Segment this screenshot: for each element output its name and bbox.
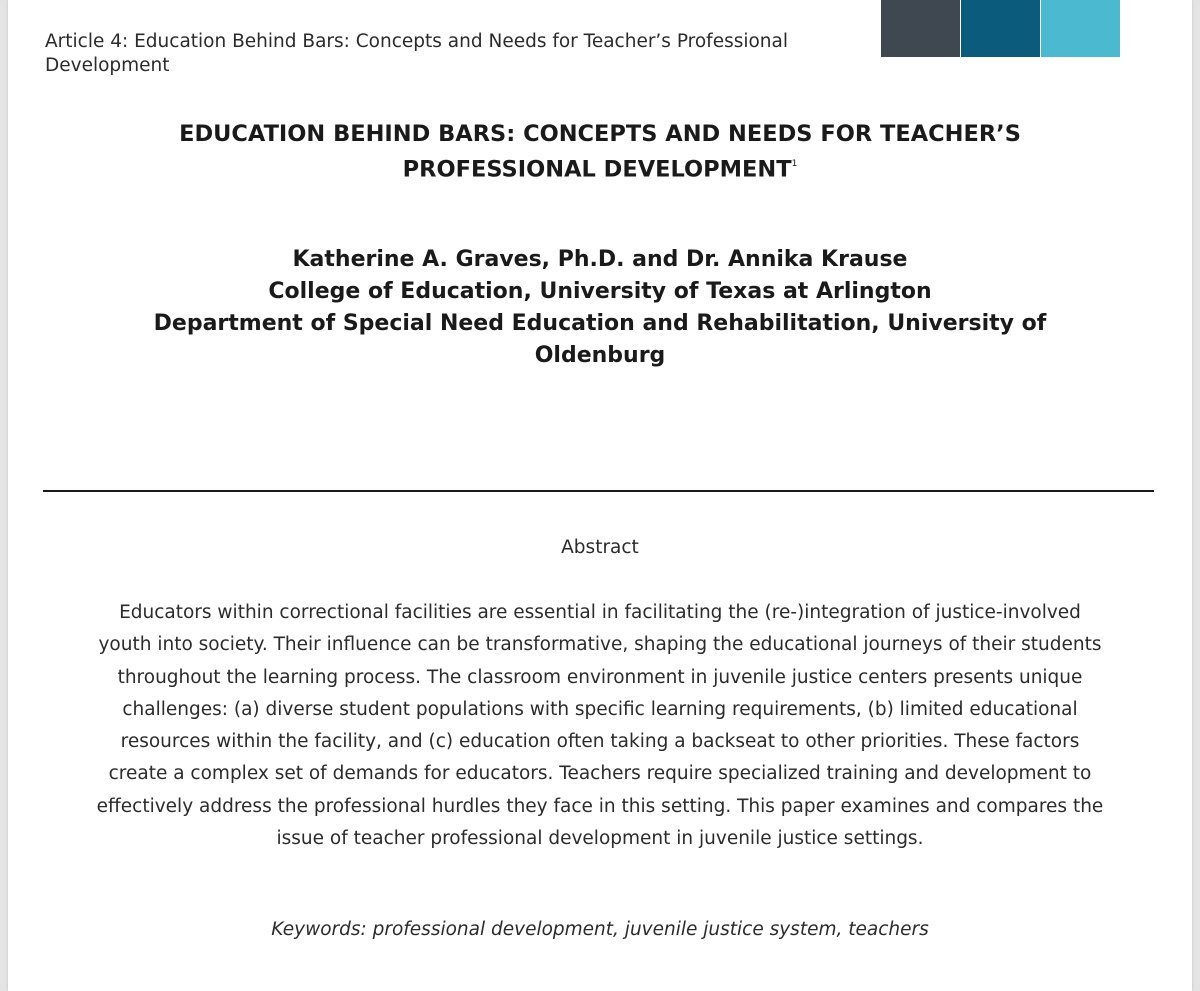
title-line-1: EDUCATION BEHIND BARS: CONCEPTS AND NEEDS FOR TEACHER’S: [179, 121, 1021, 147]
header-color-bars: [881, 0, 1121, 57]
running-header: Article 4: Education Behind Bars: Concepts and Needs for Teacher’s Professional Development: [45, 31, 789, 76]
author-affiliation-2: Department of Special Need Education and Rehabilitation, University of Oldenburg: [153, 311, 1047, 368]
section-divider: [43, 490, 1154, 492]
footnote-marker[interactable]: 1: [791, 159, 798, 169]
abstract-body: Educators within correctional facilities are essential in facilitating the (re-)integration of justice-involved youth into society. Their influence can be transformative, shaping the educational journeys of their students throughout the learning process. The classroom environment in juvenile justice centers presents unique challenges: (a) diverse student populations with specific learning requirements, (b) limited educational resources within the facility, and (c) education often taking a backseat to other priorities. These factors create a complex set of demands for educators. Teachers require specialized training and development to effectively address the professional hurdles they face in this setting. This paper examines and compares the issue of teacher professional development in juvenile justice settings.: [96, 602, 1104, 850]
title-line-2-text: PROFESSIONAL DEVELOPMENT: [402, 156, 792, 183]
author-affiliation-1: College of Education, University of Texas at Arlington: [268, 279, 932, 304]
color-bar-dark-slate: [881, 0, 960, 57]
article-title: [8, 118, 1192, 186]
title-line-2: [8, 150, 1192, 186]
color-bar-teal-blue: [961, 0, 1040, 57]
author-block: [108, 244, 1092, 372]
document-page: [8, 0, 1192, 991]
abstract-heading: Abstract: [561, 537, 639, 558]
author-names: Katherine A. Graves, Ph.D. and Dr. Annika Krause: [292, 247, 908, 272]
keywords: Keywords: professional development, juvenile justice system, teachers: [271, 919, 929, 940]
color-bar-light-cyan: [1041, 0, 1120, 57]
